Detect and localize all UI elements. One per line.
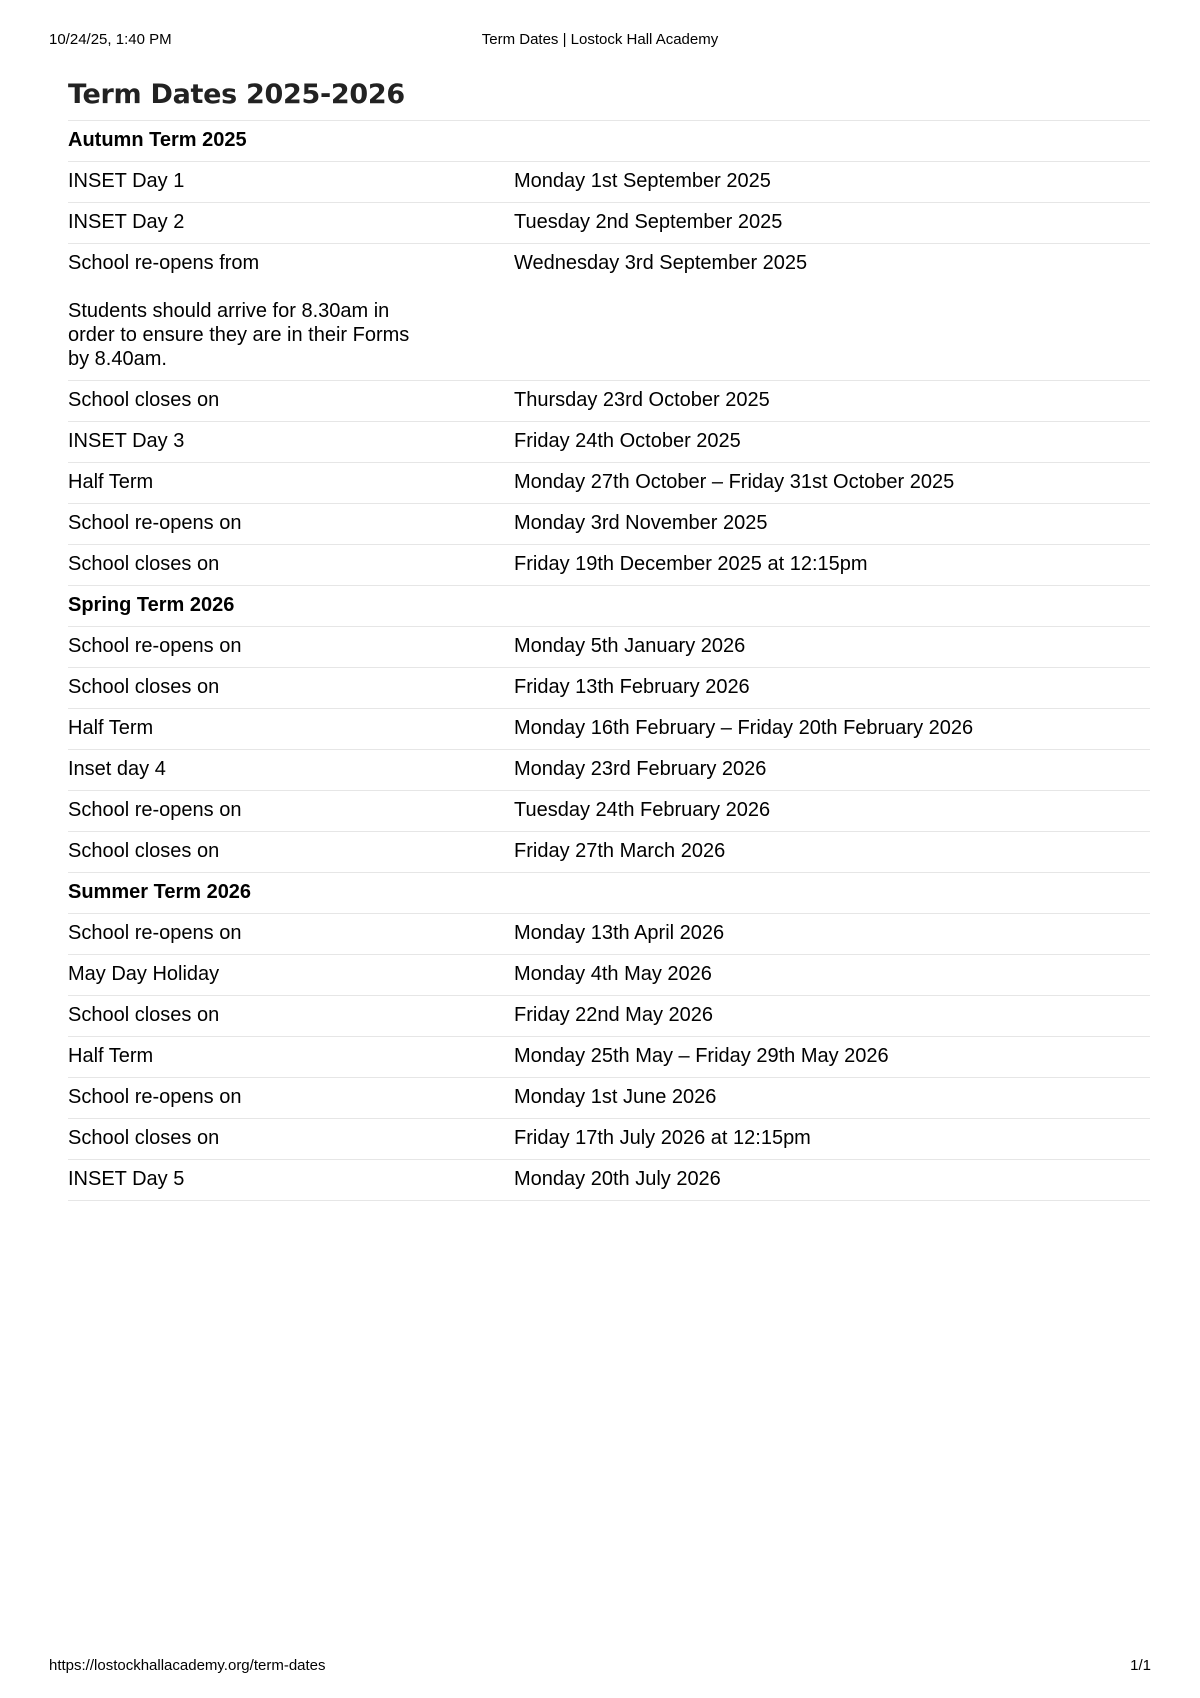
event-date: Friday 24th October 2025 xyxy=(514,422,1150,463)
term-name: Spring Term 2026 xyxy=(68,586,1150,627)
event-date: Friday 22nd May 2026 xyxy=(514,996,1150,1037)
event-label-cell xyxy=(68,832,514,873)
event-label: School closes on xyxy=(68,676,220,698)
table-row xyxy=(68,1037,1150,1078)
event-label-cell xyxy=(68,750,514,791)
table-row xyxy=(68,832,1150,873)
table-row xyxy=(68,791,1150,832)
event-date: Monday 1st September 2025 xyxy=(514,162,1150,203)
event-label-cell xyxy=(68,162,514,203)
table-row xyxy=(68,244,1150,381)
event-date: Tuesday 2nd September 2025 xyxy=(514,203,1150,244)
event-label-cell xyxy=(68,1037,514,1078)
event-date: Monday 20th July 2026 xyxy=(514,1160,1150,1201)
event-label-cell xyxy=(68,381,514,422)
event-label-cell xyxy=(68,545,514,586)
event-label: School re-opens from xyxy=(68,252,260,274)
event-label: School re-opens on xyxy=(68,922,242,944)
event-date: Monday 23rd February 2026 xyxy=(514,750,1150,791)
event-label: Inset day 4 xyxy=(68,758,166,780)
event-date: Thursday 23rd October 2025 xyxy=(514,381,1150,422)
table-row xyxy=(68,422,1150,463)
event-label: School re-opens on xyxy=(68,1086,242,1108)
event-label-cell xyxy=(68,203,514,244)
term-header-row xyxy=(68,121,1150,162)
event-label: School closes on xyxy=(68,1004,220,1026)
table-row xyxy=(68,203,1150,244)
event-label: School closes on xyxy=(68,1127,220,1149)
table-row xyxy=(68,914,1150,955)
event-date: Monday 27th October – Friday 31st October 2025 xyxy=(514,463,1150,504)
event-label: School closes on xyxy=(68,553,220,575)
event-label-cell xyxy=(68,955,514,996)
event-label-cell xyxy=(68,709,514,750)
main-content xyxy=(68,72,1150,1201)
event-date: Friday 17th July 2026 at 12:15pm xyxy=(514,1119,1150,1160)
event-label: School closes on xyxy=(68,389,220,411)
term-dates-table xyxy=(68,120,1150,1201)
term-dates-body xyxy=(68,121,1150,1201)
event-label-cell xyxy=(68,463,514,504)
event-date: Friday 19th December 2025 at 12:15pm xyxy=(514,545,1150,586)
table-row xyxy=(68,504,1150,545)
event-date: Monday 5th January 2026 xyxy=(514,627,1150,668)
table-row xyxy=(68,545,1150,586)
print-footer xyxy=(49,1655,1151,1677)
event-date: Monday 4th May 2026 xyxy=(514,955,1150,996)
event-date: Monday 25th May – Friday 29th May 2026 xyxy=(514,1037,1150,1078)
event-date: Monday 3rd November 2025 xyxy=(514,504,1150,545)
event-label-cell xyxy=(68,1160,514,1201)
event-date: Wednesday 3rd September 2025 xyxy=(514,244,1150,381)
event-label: Half Term xyxy=(68,1045,154,1067)
print-date-time: 10/24/25, 1:40 PM xyxy=(49,31,172,48)
event-label: School closes on xyxy=(68,840,220,862)
event-label: INSET Day 1 xyxy=(68,170,185,192)
event-label: INSET Day 3 xyxy=(68,430,185,452)
event-label-cell xyxy=(68,627,514,668)
event-label: School re-opens on xyxy=(68,635,242,657)
event-date: Friday 27th March 2026 xyxy=(514,832,1150,873)
event-label: School re-opens on xyxy=(68,512,242,534)
event-label-cell xyxy=(68,1078,514,1119)
table-row xyxy=(68,1160,1150,1201)
print-page-count: 1/1 xyxy=(1130,1657,1151,1674)
table-row xyxy=(68,955,1150,996)
event-label: May Day Holiday xyxy=(68,963,220,985)
event-label-cell xyxy=(68,791,514,832)
print-header xyxy=(49,29,1151,51)
print-document-title: Term Dates | Lostock Hall Academy xyxy=(481,31,719,48)
table-row xyxy=(68,1119,1150,1160)
event-label-cell xyxy=(68,668,514,709)
table-row xyxy=(68,750,1150,791)
event-date: Monday 1st June 2026 xyxy=(514,1078,1150,1119)
event-label-cell xyxy=(68,244,514,381)
table-row xyxy=(68,463,1150,504)
table-row xyxy=(68,996,1150,1037)
table-row xyxy=(68,709,1150,750)
event-label-cell xyxy=(68,1119,514,1160)
event-label: Half Term xyxy=(68,717,154,739)
event-label-cell xyxy=(68,504,514,545)
event-label: INSET Day 5 xyxy=(68,1168,185,1190)
term-header-row xyxy=(68,873,1150,914)
event-date: Tuesday 24th February 2026 xyxy=(514,791,1150,832)
table-row xyxy=(68,381,1150,422)
table-row xyxy=(68,162,1150,203)
page-heading: Term Dates 2025-2026 xyxy=(68,79,405,110)
term-name: Autumn Term 2025 xyxy=(68,121,1150,162)
event-date: Monday 13th April 2026 xyxy=(514,914,1150,955)
event-label: School re-opens on xyxy=(68,799,242,821)
event-label-cell xyxy=(68,422,514,463)
term-header-row xyxy=(68,586,1150,627)
table-row xyxy=(68,627,1150,668)
event-label: Half Term xyxy=(68,471,154,493)
event-date: Friday 13th February 2026 xyxy=(514,668,1150,709)
event-label-cell xyxy=(68,914,514,955)
table-row xyxy=(68,668,1150,709)
event-label: INSET Day 2 xyxy=(68,211,185,233)
event-date: Monday 16th February – Friday 20th February 2026 xyxy=(514,709,1150,750)
arrival-note: Students should arrive for 8.30am in order to ensure they are in their Forms by 8.40am. xyxy=(68,300,410,370)
event-label-cell xyxy=(68,996,514,1037)
print-url: https://lostockhallacademy.org/term-dates xyxy=(49,1657,326,1674)
table-row xyxy=(68,1078,1150,1119)
term-name: Summer Term 2026 xyxy=(68,873,1150,914)
